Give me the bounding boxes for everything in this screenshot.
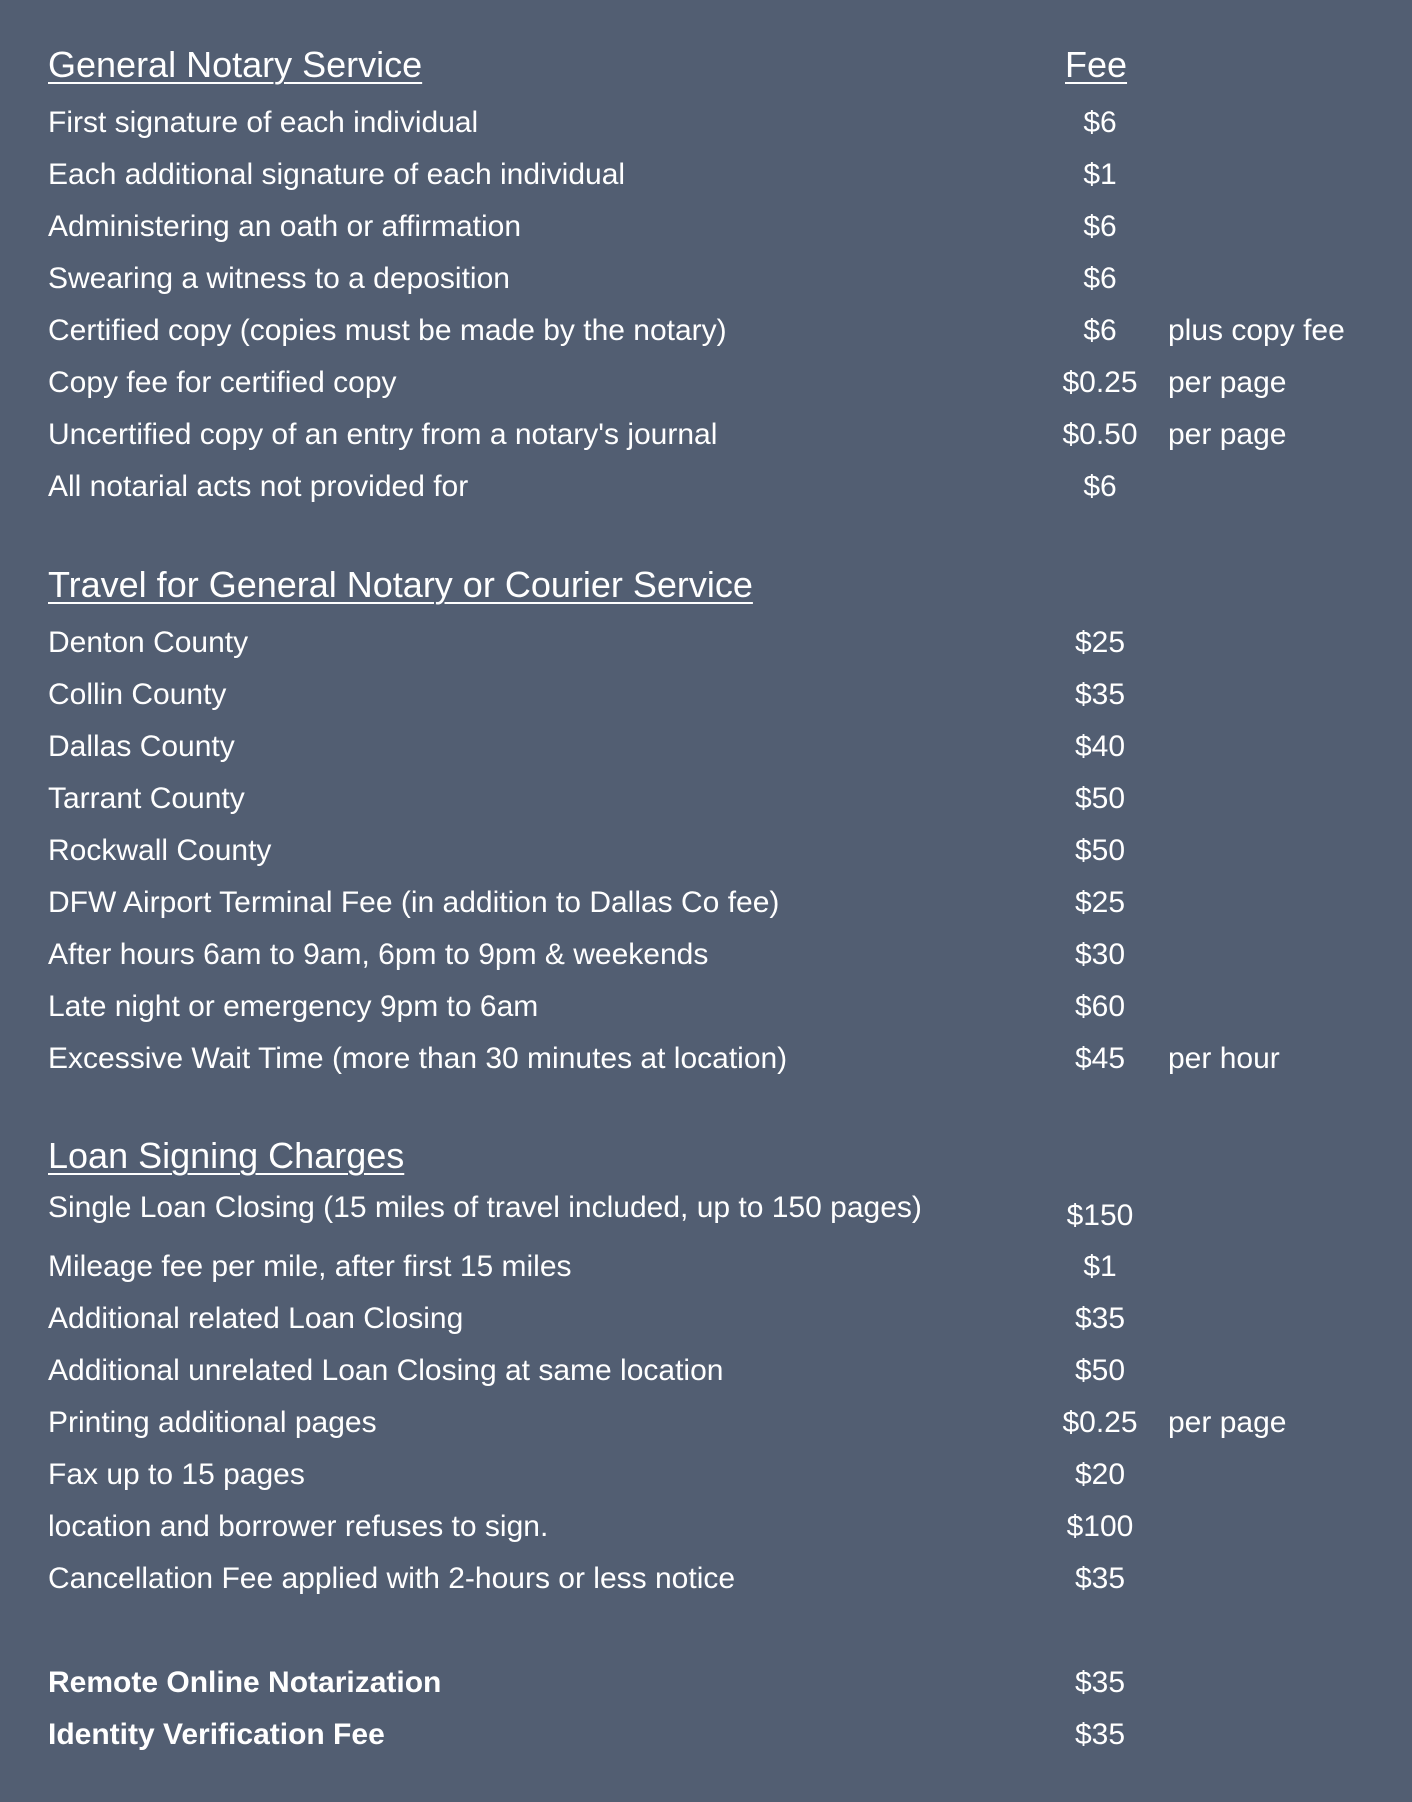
fee-row-identity-verification bbox=[0, 1709, 1412, 1761]
fee-row-label: Printing additional pages bbox=[48, 1406, 377, 1439]
section-title-travel: Travel for General Notary or Courier Service bbox=[48, 564, 753, 605]
fee-row-label: Tarrant County bbox=[48, 782, 245, 815]
fee-row-label: Collin County bbox=[48, 678, 227, 711]
fee-row-amount: $35 bbox=[1074, 1718, 1126, 1751]
fee-row-amount: $6 bbox=[1083, 314, 1117, 347]
fee-row bbox=[0, 1501, 1412, 1553]
fee-row bbox=[0, 461, 1412, 513]
fee-row-label: After hours 6am to 9am, 6pm to 9pm & weekends bbox=[48, 938, 709, 971]
fee-row-amount: $6 bbox=[1083, 106, 1117, 139]
fee-row-amount: $6 bbox=[1083, 470, 1117, 503]
section-title-general-notary: General Notary Service bbox=[48, 44, 423, 85]
fee-row-amount: $0.25 bbox=[1062, 1406, 1138, 1439]
fee-row-label: Cancellation Fee applied with 2-hours or less notice bbox=[48, 1562, 736, 1595]
fee-column-header: Fee bbox=[1065, 44, 1128, 85]
fee-row-amount: $100 bbox=[1066, 1510, 1134, 1543]
fee-row-label: Remote Online Notarization bbox=[48, 1666, 442, 1699]
fee-row-amount: $35 bbox=[1074, 678, 1126, 711]
fee-row-label: DFW Airport Terminal Fee (in addition to Dallas Co fee) bbox=[48, 886, 780, 919]
fee-row-label: Single Loan Closing (15 miles of travel included, up to 150 pages) bbox=[48, 1191, 922, 1224]
fee-row-label: Rockwall County bbox=[48, 834, 272, 867]
fee-row-amount: $35 bbox=[1074, 1562, 1126, 1595]
fee-row bbox=[0, 1345, 1412, 1397]
fee-row-label: Copy fee for certified copy bbox=[48, 366, 397, 399]
fee-row-label: Swearing a witness to a deposition bbox=[48, 262, 510, 295]
fee-row-amount: $6 bbox=[1083, 262, 1117, 295]
fee-row-note: per page bbox=[1168, 366, 1287, 399]
fee-row-label: Uncertified copy of an entry from a notary's journal bbox=[48, 418, 718, 451]
fee-row bbox=[0, 97, 1412, 149]
fee-row-note: per page bbox=[1168, 1406, 1287, 1439]
fee-row bbox=[0, 877, 1412, 929]
fee-row bbox=[0, 1182, 1412, 1234]
fee-row bbox=[0, 1241, 1412, 1293]
fee-row-label: Each additional signature of each individual bbox=[48, 158, 626, 191]
fee-row-label: Fax up to 15 pages bbox=[48, 1458, 305, 1491]
fee-row-label: Certified copy (copies must be made by the notary) bbox=[48, 314, 727, 347]
fee-row-amount: $45 bbox=[1074, 1042, 1126, 1075]
fee-row-amount: $0.50 bbox=[1062, 418, 1138, 451]
fee-row-amount: $50 bbox=[1074, 782, 1126, 815]
fee-row-amount: $40 bbox=[1074, 730, 1126, 763]
fee-row bbox=[0, 1293, 1412, 1345]
fee-row bbox=[0, 1553, 1412, 1605]
fee-row-label: Excessive Wait Time (more than 30 minutes at location) bbox=[48, 1042, 788, 1075]
section-title-loan-signing: Loan Signing Charges bbox=[48, 1135, 405, 1176]
fee-row-label: Additional related Loan Closing bbox=[48, 1302, 464, 1335]
fee-row bbox=[0, 669, 1412, 721]
fee-row-label: Identity Verification Fee bbox=[48, 1718, 385, 1751]
fee-row bbox=[0, 1449, 1412, 1501]
fee-row-amount: $1 bbox=[1083, 158, 1117, 191]
fee-row bbox=[0, 357, 1412, 409]
fee-row-note: per page bbox=[1168, 418, 1287, 451]
fee-row-amount: $25 bbox=[1074, 886, 1126, 919]
fee-row-note: per hour bbox=[1168, 1042, 1280, 1075]
fee-row-label: Mileage fee per mile, after first 15 miles bbox=[48, 1250, 572, 1283]
fee-row-note: plus copy fee bbox=[1168, 314, 1345, 347]
fee-row-amount: $35 bbox=[1074, 1666, 1126, 1699]
fee-row bbox=[0, 201, 1412, 253]
fee-row-amount: $6 bbox=[1083, 210, 1117, 243]
fee-row-amount: $20 bbox=[1074, 1458, 1126, 1491]
fee-row-remote-online-notarization bbox=[0, 1657, 1412, 1709]
fee-row bbox=[0, 929, 1412, 981]
fee-row-amount: $35 bbox=[1074, 1302, 1126, 1335]
fee-row-amount: $1 bbox=[1083, 1250, 1117, 1283]
fee-row-label: Administering an oath or affirmation bbox=[48, 210, 522, 243]
fee-row-label: All notarial acts not provided for bbox=[48, 470, 469, 503]
fee-row bbox=[0, 825, 1412, 877]
fee-row-amount: $60 bbox=[1074, 990, 1126, 1023]
fee-row-amount: $50 bbox=[1074, 1354, 1126, 1387]
fee-row-label: location and borrower refuses to sign. bbox=[48, 1510, 549, 1543]
fee-row-label: Additional unrelated Loan Closing at same location bbox=[48, 1354, 724, 1387]
fee-row bbox=[0, 617, 1412, 669]
fee-row-amount: $25 bbox=[1074, 626, 1126, 659]
fee-row-label: Dallas County bbox=[48, 730, 235, 763]
fee-row-amount: $150 bbox=[1066, 1199, 1134, 1232]
fee-row-amount: $50 bbox=[1074, 834, 1126, 867]
fee-row bbox=[0, 721, 1412, 773]
fee-row bbox=[0, 253, 1412, 305]
fee-row-label: Denton County bbox=[48, 626, 249, 659]
fee-row bbox=[0, 409, 1412, 461]
fee-row-label: Late night or emergency 9pm to 6am bbox=[48, 990, 539, 1023]
fee-row bbox=[0, 305, 1412, 357]
fee-row bbox=[0, 1033, 1412, 1085]
fee-row bbox=[0, 981, 1412, 1033]
fee-row bbox=[0, 1397, 1412, 1449]
fee-row bbox=[0, 149, 1412, 201]
fee-row-amount: $0.25 bbox=[1062, 366, 1138, 399]
fee-row bbox=[0, 773, 1412, 825]
fee-row-label: First signature of each individual bbox=[48, 106, 479, 139]
fee-row-amount: $30 bbox=[1074, 938, 1126, 971]
